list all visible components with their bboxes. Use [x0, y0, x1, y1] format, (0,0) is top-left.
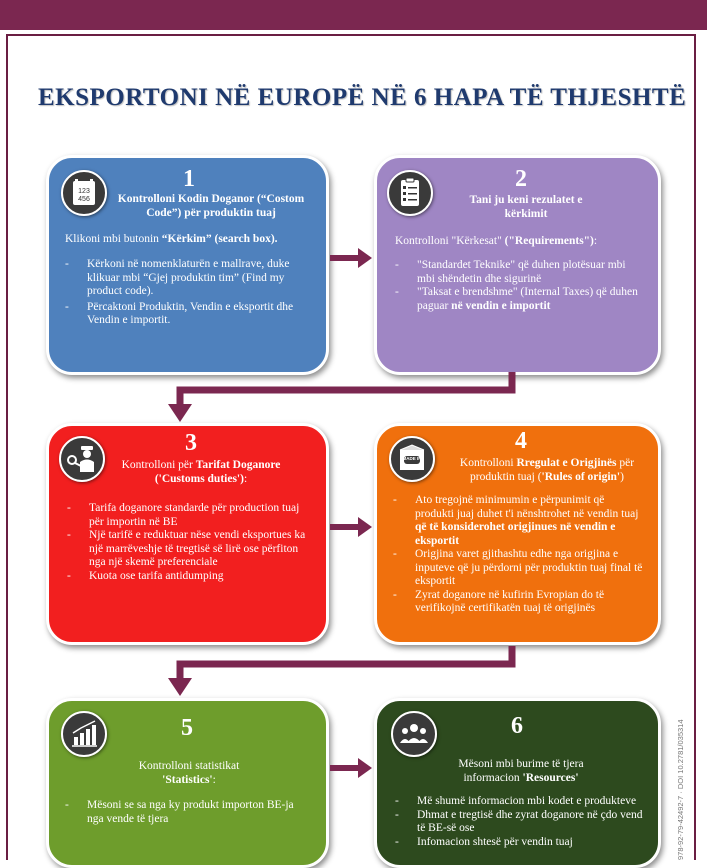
heading-text: Kontrolloni statistikat: [138, 760, 240, 772]
list-item-bold: në vendin e importit: [448, 299, 551, 312]
heading-bold-2: 'Rules of origin': [541, 471, 621, 483]
heading-bold: Rregulat e Origjinës: [516, 457, 617, 469]
list-item-text: Ato tregojnë minimumin e përpunimit që produkti juaj duhet t'i nënshtrohet në vendin tuaj: [415, 494, 639, 520]
heading-bold: 'Statistics': [162, 774, 213, 786]
step-number: 4: [515, 428, 527, 454]
step-heading: [109, 759, 269, 787]
arrow-right-icon: [330, 246, 374, 270]
heading-suffix: ): [620, 471, 624, 483]
heading-text: Kontrolloni: [459, 457, 517, 469]
list-item: - Kërkoni në nomenklaturën e mallrave, duke klikuar mbi “Gjej produktin tim” (Find my product code).: [65, 258, 305, 299]
step-number: 5: [181, 715, 193, 741]
step-heading: [447, 456, 647, 484]
arrow-right-icon: [330, 756, 374, 780]
step-number: 6: [511, 713, 523, 739]
svg-text:456: 456: [78, 196, 90, 203]
list-item: - Infomacion shtesë për vendin tuaj: [395, 836, 647, 850]
heading-text: Mësoni mbi burime të tjera: [458, 758, 584, 770]
step-3-card: [46, 423, 329, 645]
side-note: 978-92-79-42492-7 · DOI 10.2781/035314: [676, 719, 685, 860]
heading-mid: për produktin tuaj (: [470, 457, 635, 483]
step-intro: [65, 232, 325, 246]
intro-bold: ("Requirements"): [504, 235, 594, 247]
customs-officer-icon: [59, 436, 105, 482]
intro-suffix: :: [593, 235, 598, 247]
page-title: EKSPORTONI NË EUROPË NË 6 HAPA TË THJESHTË: [38, 84, 687, 111]
svg-text:123: 123: [78, 188, 90, 195]
step-list: [65, 258, 305, 328]
step-list: [395, 259, 640, 313]
intro-text: Klikoni mbi butonin: [65, 233, 162, 245]
step-list: [67, 502, 312, 583]
heading-suffix: :: [243, 473, 248, 485]
step-heading: Tani ju keni rezulatet e kërkimit: [469, 194, 583, 220]
made-in-box-icon: [389, 436, 435, 482]
step-heading: [121, 458, 281, 486]
people-group-icon: [391, 711, 437, 757]
list-item: - Mësoni se sa nga ky produkt importon BE-ja nga vende të tjera: [65, 799, 310, 826]
step-list: [65, 799, 310, 826]
step-4-card: [374, 423, 661, 645]
list-item: - Kuota ose tarifa antidumping: [67, 570, 312, 584]
arrow-right-icon: [330, 515, 374, 539]
header-bar: [0, 0, 707, 30]
step-heading: Kontrolloni Kodin Doganor (“Costom Code”) për produktin tuaj: [117, 193, 305, 219]
list-item: [395, 286, 640, 313]
heading-text: Kontrolloni për: [121, 459, 196, 471]
step-1-card: [46, 155, 329, 375]
icon-label: MADE IN: [402, 456, 422, 461]
list-item: - Një tarifë e reduktuar nëse vendi eksportues ka një marrëveshje të tregtisë së lirë ose përfiton nga një skemë preferenciale: [67, 529, 312, 570]
step-2-card: [374, 155, 661, 375]
list-item: - Tarifa doganore standarde për production tuaj për importin në BE: [67, 502, 312, 529]
list-item-bold: që të konsiderohet origjinues në vendin e eksportit: [415, 521, 616, 547]
step-intro: [395, 234, 655, 248]
heading-bold: Tarifat Doganore ('Customs duties'): [154, 459, 281, 485]
list-item: - Origjina varet gjithashtu edhe nga origjina e inputeve që ju përdorni për produktin tuaj final të eksportit: [393, 548, 645, 589]
step-6-card: [374, 698, 661, 868]
step-number: 1: [183, 166, 195, 192]
list-item: - Më shumë informacion mbi kodet e produkteve: [395, 795, 647, 809]
step-5-card: [46, 698, 329, 868]
heading-bold: 'Resources': [522, 772, 579, 784]
list-item: - Përcaktoni Produktin, Vendin e eksportit dhe Vendin e importit.: [65, 301, 305, 328]
calculator-icon: [61, 170, 107, 216]
heading-suffix: :: [212, 774, 216, 786]
arrow-down-left-icon: [166, 646, 526, 698]
step-number: 3: [185, 430, 197, 456]
step-number: 2: [515, 166, 527, 192]
step-list: [393, 494, 645, 616]
bar-chart-icon: [61, 711, 107, 757]
step-list: [395, 795, 647, 849]
list-item: - "Standardet Teknike" që duhen plotësuar mbi mbi shëndetin dhe sigurinë: [395, 259, 640, 286]
list-item: [393, 494, 645, 548]
step-heading: [431, 757, 611, 785]
intro-bold: “Kërkim” (search box).: [161, 233, 278, 245]
intro-text: Kontrolloni "Kërkesat": [395, 235, 505, 247]
checklist-icon: [387, 170, 433, 216]
heading-text-2: informacion: [463, 772, 523, 784]
arrow-down-left-icon: [166, 372, 526, 424]
list-item: - Zyrat doganore në kufirin Evropian do të verifikojnë certifikatën tuaj të origjinës: [393, 589, 645, 616]
list-item-text: "Taksat e brendshme" (Internal Taxes) që duhen paguar: [417, 286, 638, 312]
list-item: - Dhmat e tregtisë dhe zyrat doganore në çdo vend të BE-së ose: [395, 809, 647, 836]
